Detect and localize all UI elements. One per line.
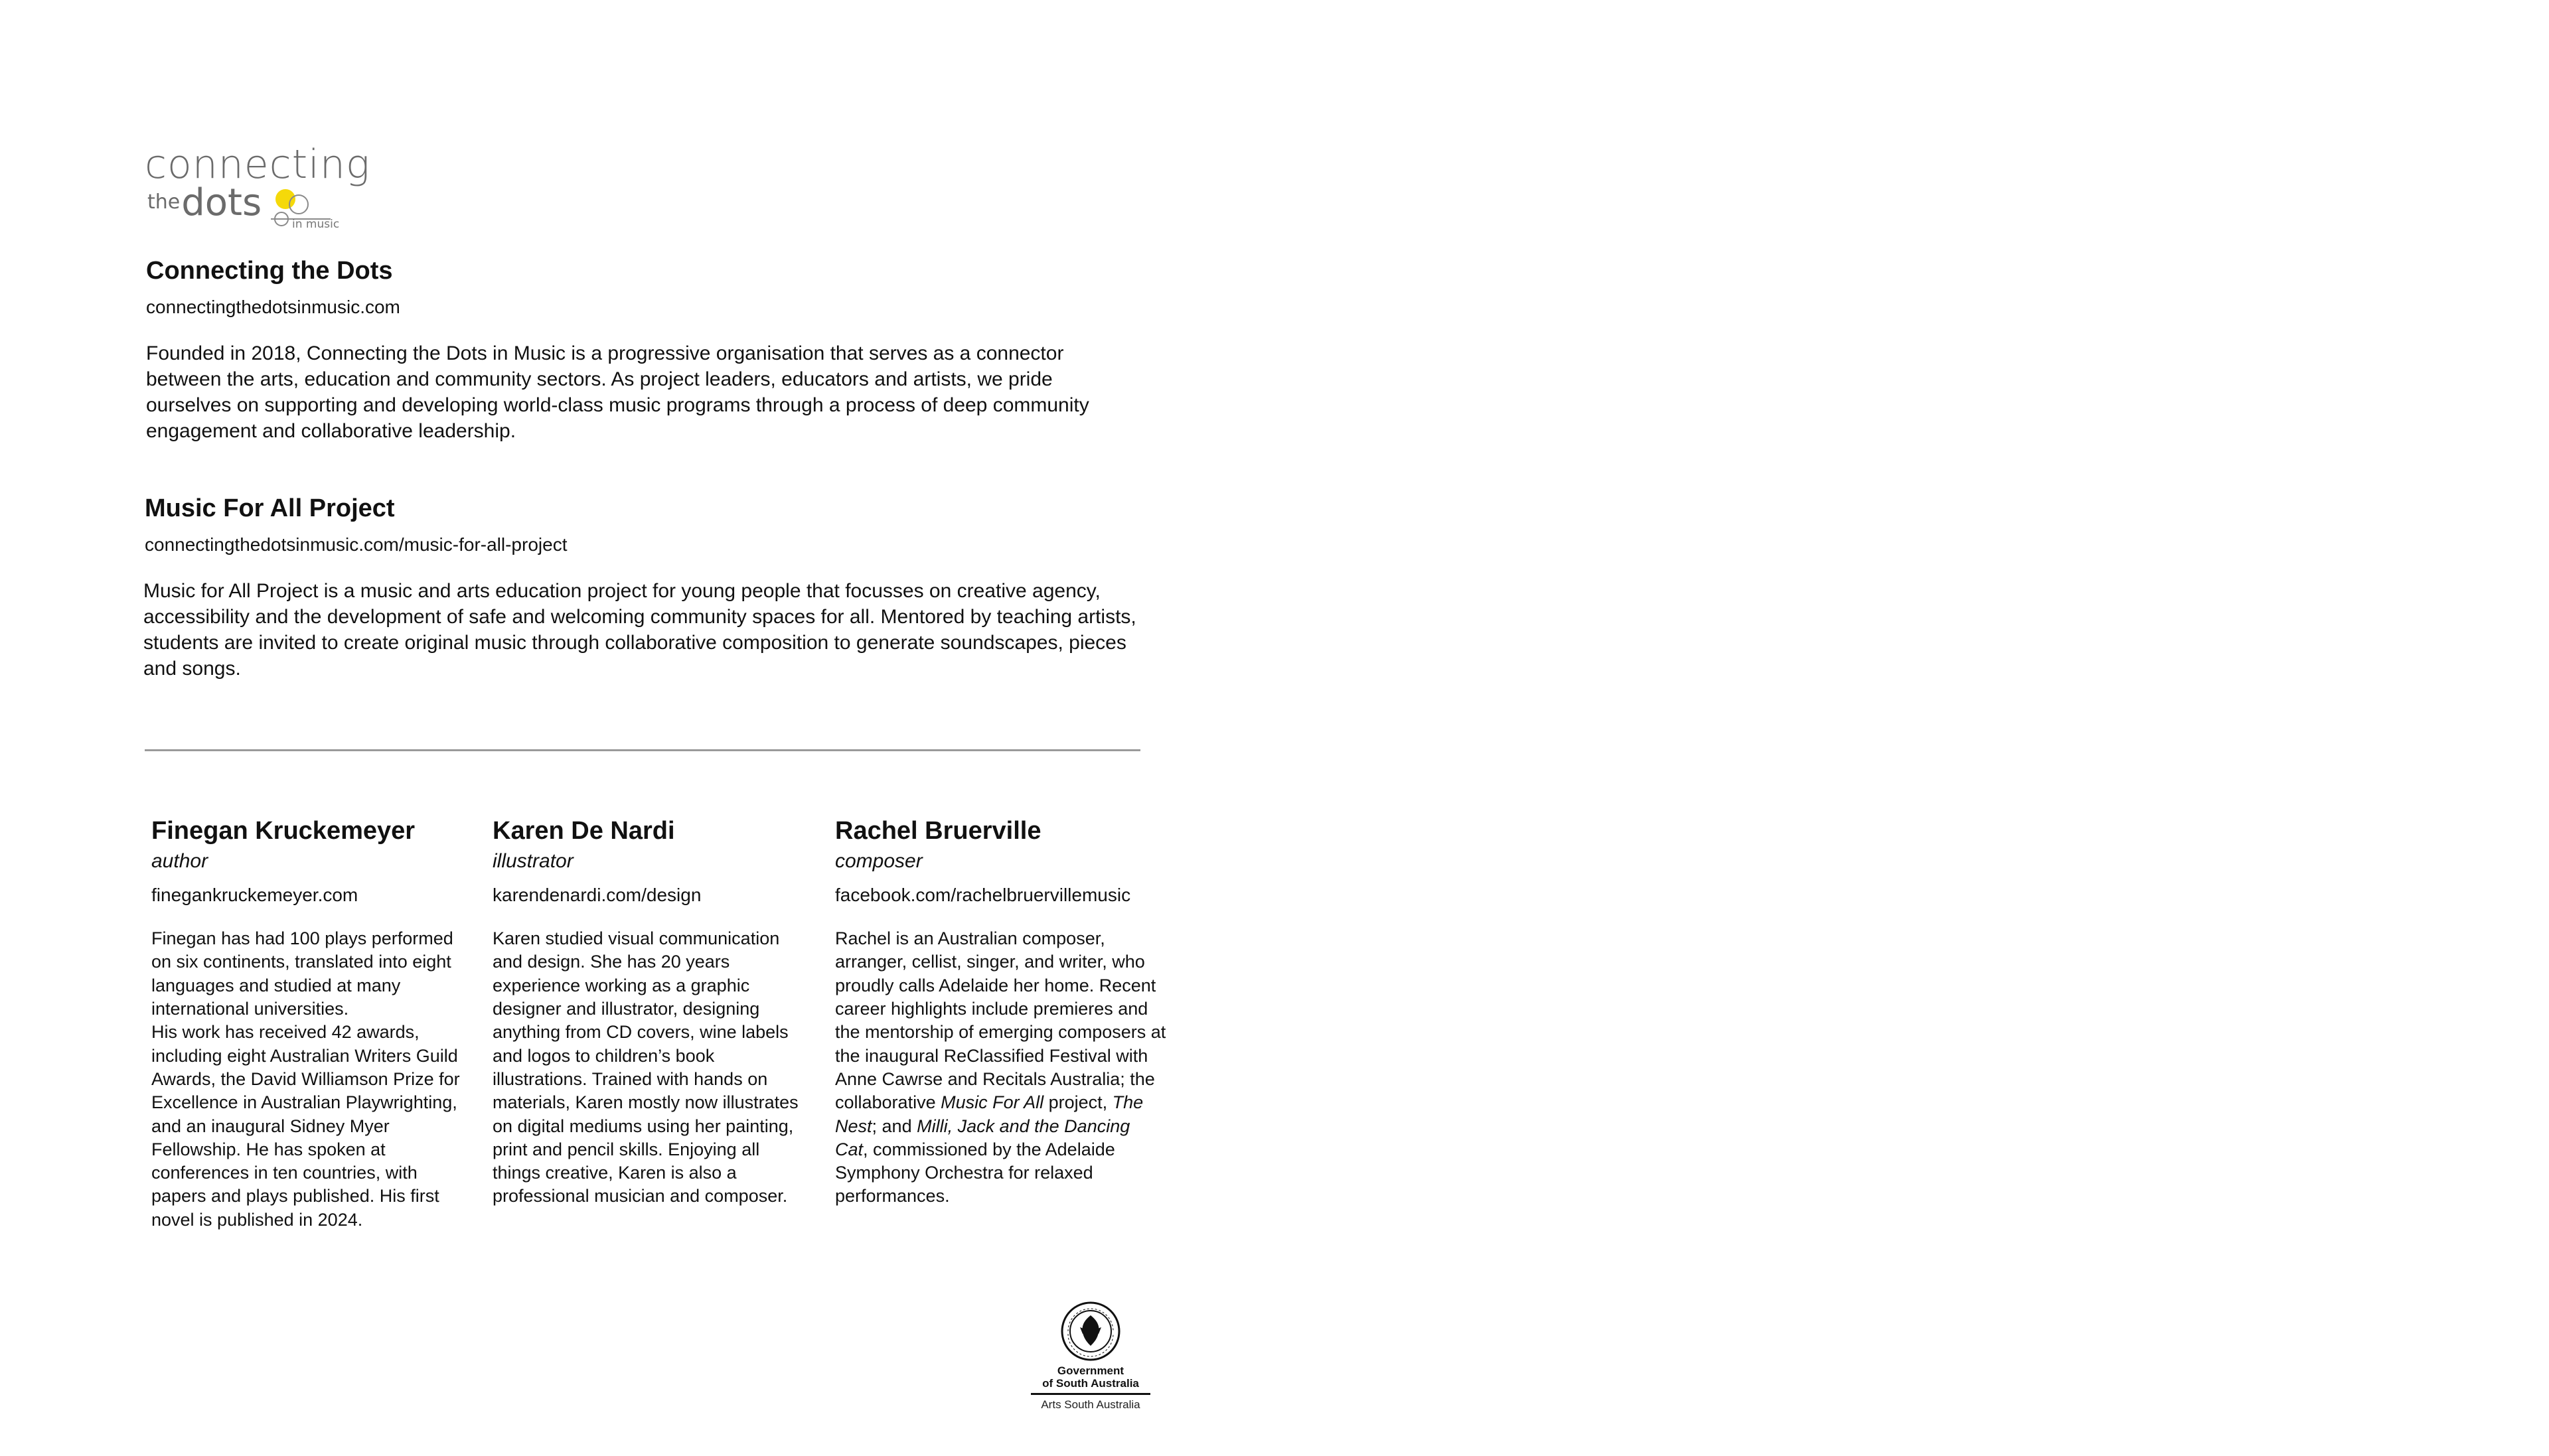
person-url[interactable]: facebook.com/rachelbruervillemusic	[835, 884, 1131, 905]
person-url[interactable]: karendenardi.com/design	[493, 884, 702, 905]
person-role: illustrator	[493, 849, 574, 872]
state-crest-icon	[1060, 1301, 1121, 1362]
government-line-2: of South Australia	[1042, 1377, 1139, 1390]
project-url[interactable]: connectingthedotsinmusic.com/music-for-all-project	[145, 534, 568, 555]
organisation-description: Founded in 2018, Connecting the Dots in Music is a progressive organisation that serves as a connector between the arts, education and community sectors. As project leaders, educators and artists, we pride ourselves on supporting and developing world-class music programs through a process of deep community engagement and collaborative leadership.	[146, 342, 1089, 443]
project-section	[145, 494, 1140, 682]
organisation-title: Connecting the Dots	[146, 257, 393, 285]
person-bio	[493, 927, 811, 1208]
person-bio	[151, 927, 470, 1232]
bio-text: Rachel is an Australian composer, arranger, cellist, singer, and writer, who proudly calls Adelaide her home. Recent career highlights include premieres and the mentorship of emerging composers at the inaugural ReClassified Festival with Anne Cawrse and Recitals Australia; the collaborative	[835, 928, 1166, 1113]
arts-south-australia-label: Arts South Australia	[1041, 1398, 1140, 1411]
person-url[interactable]: finegankruckemeyer.com	[151, 884, 358, 905]
person-role: author	[151, 849, 208, 872]
government-rule	[1031, 1393, 1150, 1395]
government-name	[1028, 1364, 1154, 1390]
person-bio-paragraph	[835, 927, 1167, 1208]
person-name: Rachel Bruerville	[835, 817, 1042, 845]
person-bio	[835, 927, 1167, 1208]
project-title: Music For All Project	[145, 494, 395, 522]
logo-word-in-music: in music	[292, 218, 340, 231]
person-card-composer	[835, 816, 1167, 1208]
organisation-url[interactable]: connectingthedotsinmusic.com	[146, 296, 400, 317]
bio-text: , commissioned by the Adelaide Symphony Orchestra for relaxed performances.	[835, 1139, 1115, 1206]
bio-italic-title: Music For All	[941, 1092, 1044, 1113]
person-bio-paragraph: His work has received 42 awards, including eight Australian Writers Guild Awards, the David Williamson Prize for Excellence in Australian Playwrighting, and an inaugural Sidney Myer Fellowship. He has spoken at conferences in ten countries, with papers and plays published. His first novel is published in 2024.	[151, 1022, 460, 1230]
connecting-the-dots-logo	[145, 141, 370, 238]
person-card-illustrator	[493, 816, 811, 1208]
logo-word-dots: dots	[181, 181, 262, 224]
logo-word-the-dots	[147, 181, 262, 224]
person-name: Finegan Kruckemeyer	[151, 817, 416, 845]
person-bio-paragraph: Finegan has had 100 plays performed on six continents, translated into eight languages and studied at many international universities.	[151, 928, 453, 1019]
person-card-author	[151, 816, 470, 1232]
person-role: composer	[835, 849, 923, 872]
bio-italic-title: The Nest	[835, 1092, 1144, 1136]
section-divider	[145, 749, 1140, 751]
government-of-south-australia-logo	[1028, 1301, 1154, 1427]
organisation-section	[146, 256, 1142, 444]
project-description: Music for All Project is a music and arts education project for young people that focusses on creative agency, accessibility and the development of safe and welcoming community spaces for all. Mentored by teaching artists, students are invited to create original music through collaborative composition to generate soundscapes, pieces and songs.	[143, 580, 1136, 680]
government-line-1: Government	[1057, 1364, 1124, 1377]
bio-italic-title: Milli, Jack and the Dancing Cat	[835, 1116, 1130, 1159]
person-bio-paragraph: Karen studied visual communication and design. She has 20 years experience working as a graphic designer and illustrator, designing anything from CD covers, wine labels and logos to children’s book illustrations. Trained with hands on materials, Karen mostly now illustrates on digital mediums using her painting, print and pencil skills. Enjoying all things creative, Karen is also a professional musician and composer.	[493, 928, 799, 1206]
bio-text: ; and	[872, 1116, 917, 1136]
logo-word-connecting: connecting	[145, 141, 370, 188]
logo-word-the: the	[147, 190, 181, 214]
bio-text: project,	[1043, 1092, 1113, 1113]
person-name: Karen De Nardi	[493, 817, 675, 845]
